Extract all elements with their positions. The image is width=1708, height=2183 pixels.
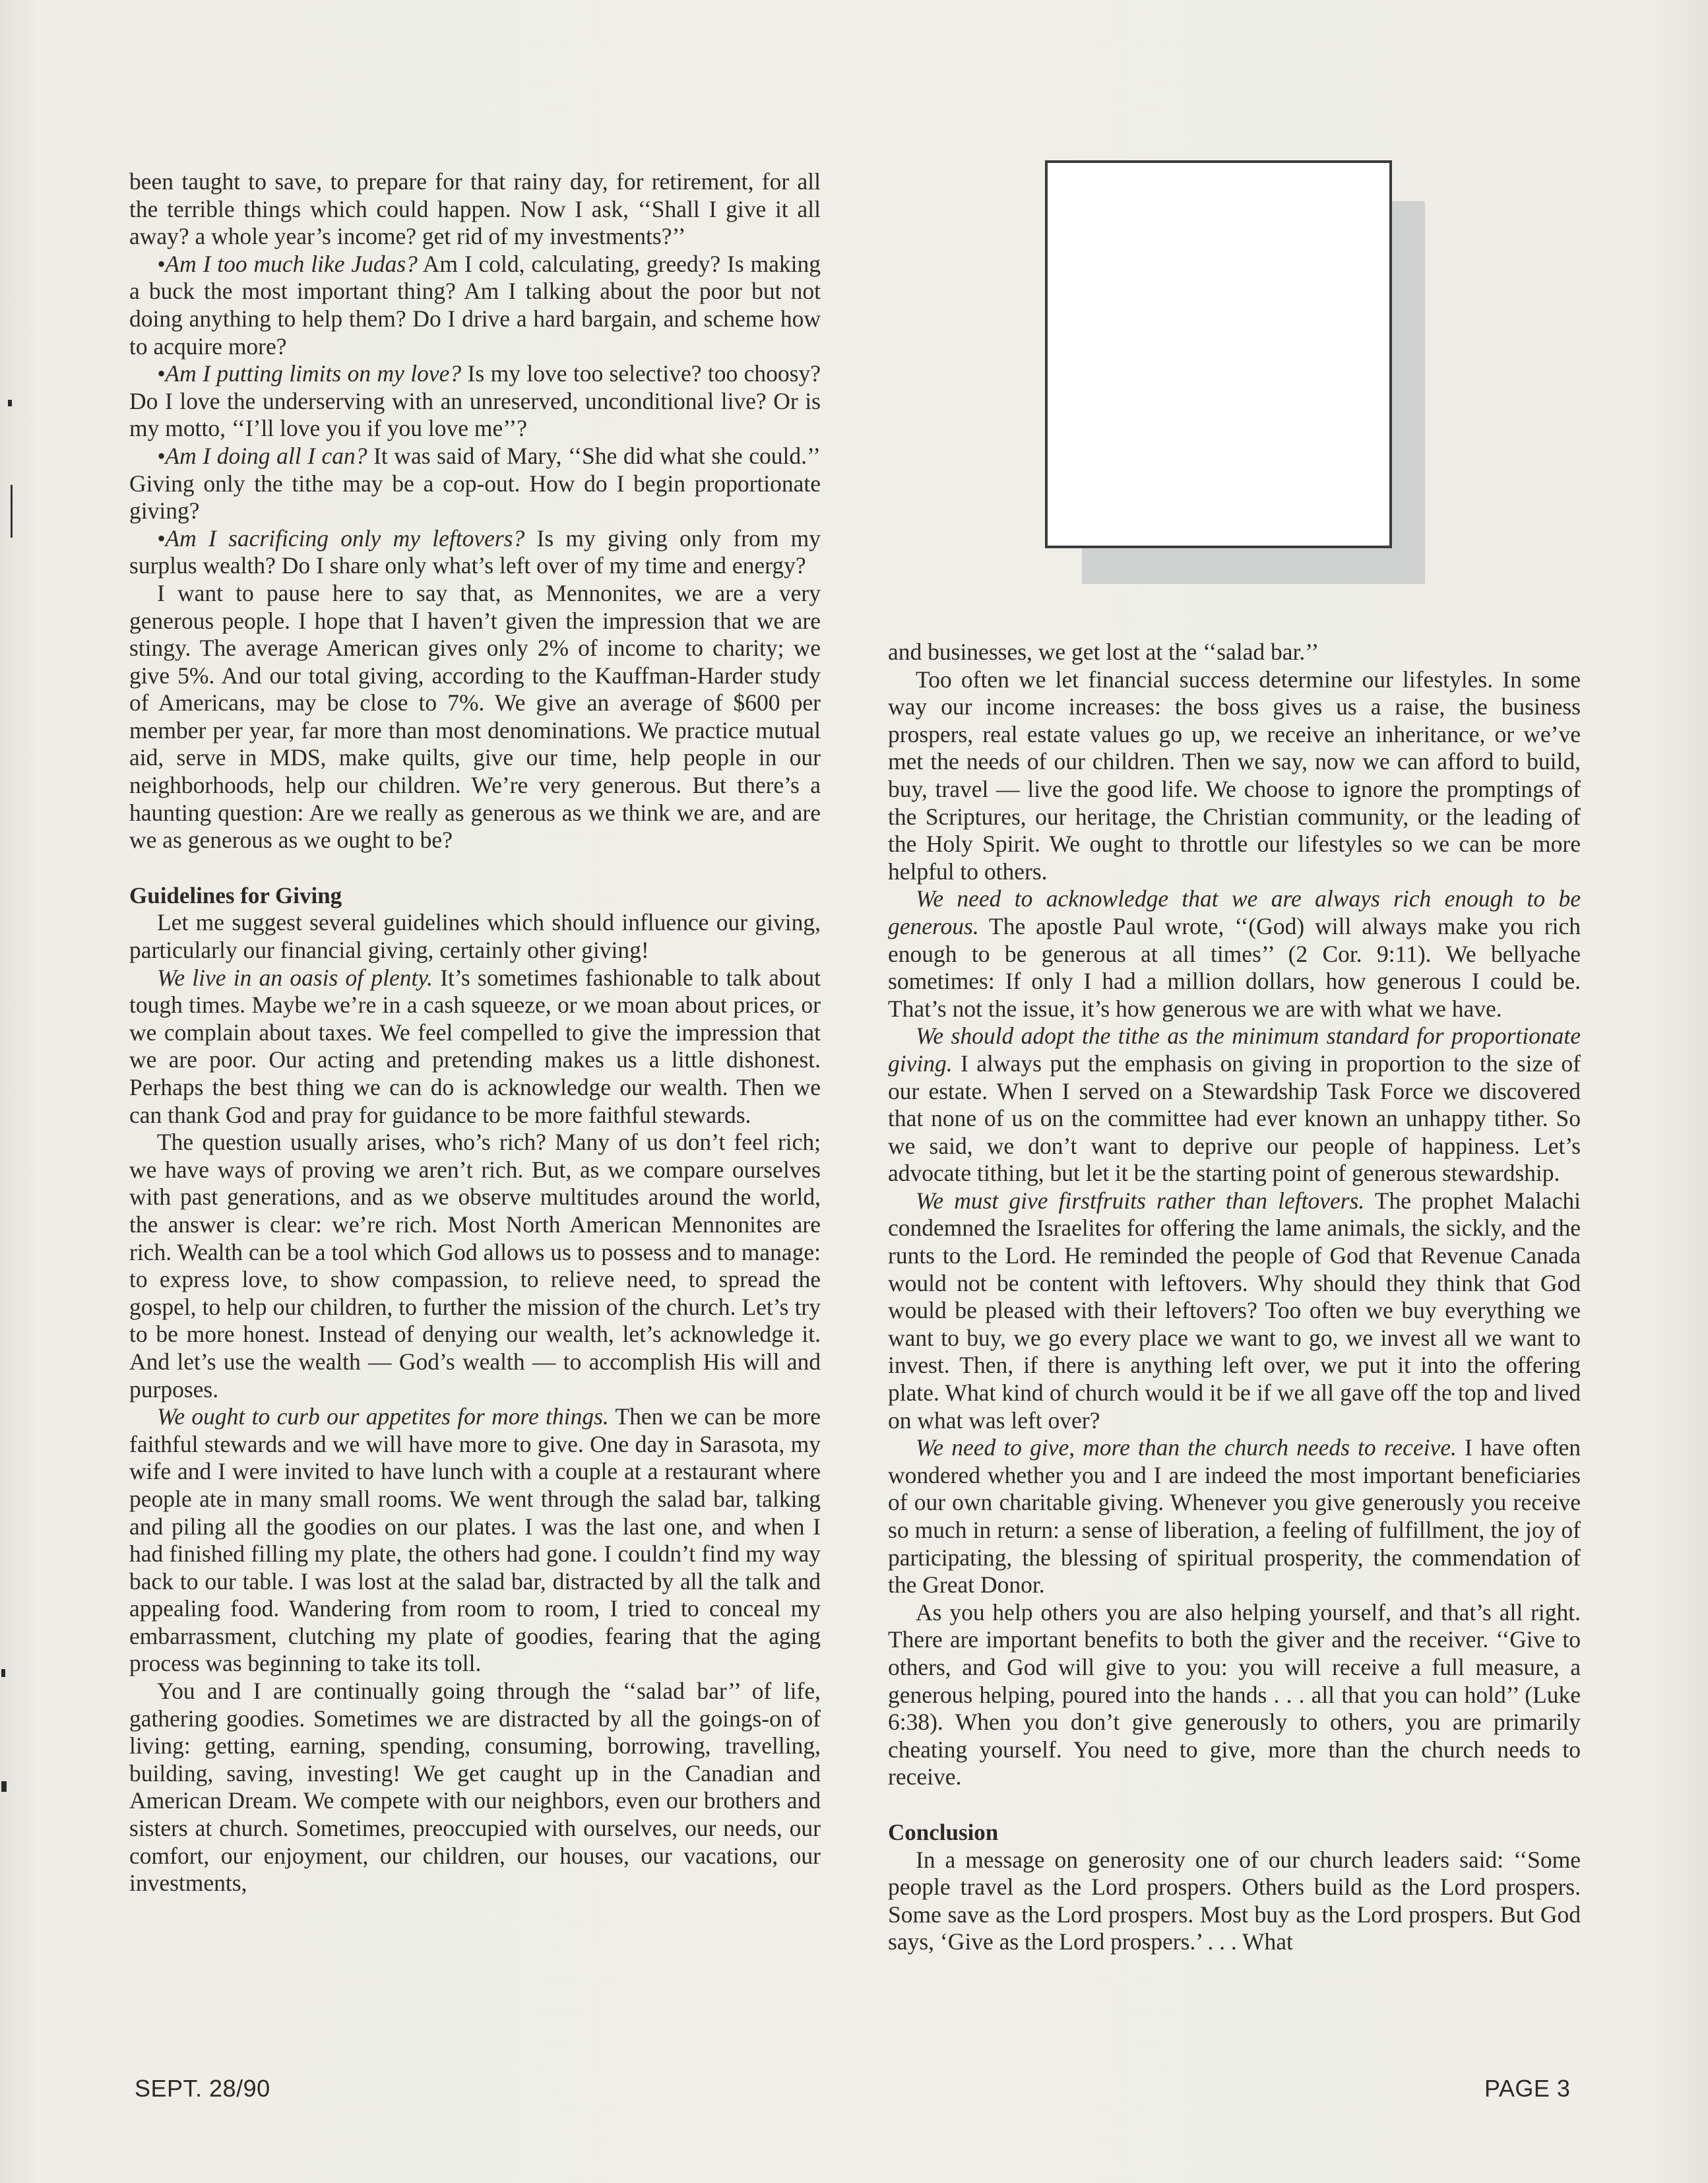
bullet-lead: •Am I doing all I can? (157, 442, 367, 469)
footer-page-number: PAGE 3 (1484, 2075, 1571, 2102)
scan-mark (8, 400, 12, 406)
paragraph: As you help others you are also helping yourself, and that’s all right. There are important benefits to both the giver and the receiver. ‘‘Give to others, and God will give to you: you will receive a full measure, a generous helping, poured into the hands . . . all that you can hold’’ (Luke 6:38). When you don’t give generously to others, you are primarily cheating yourself. You need to give, more than the church needs to receive. (888, 1598, 1581, 1790)
paragraph (888, 1434, 1581, 1599)
scan-mark (5, 485, 13, 538)
guideline-lead: We need to acknowledge that we are always rich enough to be generous. (888, 885, 1581, 939)
paragraph: Too often we let financial success determine our lifestyles. In some way our income increases: the boss gives us a raise, the business prospers, real estate values go up, we receive an inheritance, or we’ve met the needs of our children. Then we say, now we can afford to build, buy, travel — live the good life. We choose to ignore the promptings of the Scriptures, our heritage, the Christian community, or the leading of the Holy Spirit. We ought to throttle our lifestyles so we can be more helpful to others. (888, 666, 1581, 885)
guideline-body: It’s sometimes fashionable to talk about tough times. Maybe we’re in a cash squeeze, or we moan about prices, or we complain about taxes. We feel compelled to give the impression that we are poor. Our acting and pretending makes us a little dishonest. Perhaps the best thing we can do is acknowledge our wealth. Then we can thank God and pray for guidance to be more faithful stewards. (129, 964, 821, 1128)
bullet-body: It was said of Mary, ‘‘She did what she could.’’ Giving only the tithe may be a cop-out. How do I begin proportionate giving? (129, 442, 821, 524)
guideline-body: The prophet Malachi condemned the Israelites for offering the lame animals, the sickly, and the runts to the Lord. He reminded the people of God that Revenue Canada would not be content with leftovers. Why should they think that God would be pleased with their leftovers? Too often we buy everything we want to buy, we go every place we want to go, we invest all we want to invest. Then, if there is anything left over, we put it into the offering plate. What kind of church would it be if we all gave off the top and lived on what was left over? (888, 1187, 1581, 1434)
paragraph (888, 1023, 1581, 1187)
paragraph: You and I are continually going through the ‘‘salad bar’’ of life, gathering goodies. Sometimes we are distracted by all the goings-on of living: getting, earning, spending, consuming, borrowing, travelling, building, saving, investing! We get caught up in the Canadian and American Dream. We compete with our neighbors, even our brothers and sisters at church. Sometimes, preoccupied with ourselves, our needs, our comfort, our enjoyment, our children, our houses, our vacations, our investments, (129, 1678, 821, 1897)
scan-mark (1, 1669, 5, 1677)
guideline-lead: We need to give, more than the church needs to receive. (916, 1434, 1457, 1461)
guideline-lead: We should adopt the tithe as the minimum standard for proportionate giving. (888, 1023, 1581, 1077)
section-heading: Conclusion (888, 1819, 999, 1845)
bullet-judas (129, 251, 821, 360)
bullet-leftovers (129, 525, 821, 580)
scan-mark (1, 1781, 7, 1792)
guideline-lead: We live in an oasis of plenty. (157, 964, 433, 991)
footer-date: SEPT. 28/90 (135, 2075, 270, 2102)
paragraph (129, 965, 821, 1129)
guideline-lead: We ought to curb our appetites for more things. (157, 1403, 609, 1430)
left-column (129, 168, 821, 1897)
guideline-body: The apostle Paul wrote, ‘‘(God) will always make you rich enough to be generous at all times’’ (2 Cor. 9:11). We bellyache sometimes: If only I had a million dollars, how generous I could be. That’s not the issue, it’s how generous we are with what we have. (888, 912, 1581, 1022)
guideline-body: I always put the emphasis on giving in proportion to the size of our estate. When I served on a Stewardship Task Force we discovered that none of us on the committee had ever known an unhappy tither. So we said, we don’t want to deprive our people of happiness. Let’s advocate tithing, but let it be the starting point of generous stewardship. (888, 1050, 1581, 1187)
bullet-body: Is my love too selective? too choosy? Do I love the underserving with an unreserved, unconditional live? Or is my motto, ‘‘I’ll love you if you love me’’? (129, 360, 821, 442)
paragraph: and businesses, we get lost at the ‘‘salad bar.’’ (888, 639, 1319, 665)
paragraph: I want to pause here to say that, as Mennonites, we are a very generous people. I hope that I haven’t given the impression that we are stingy. The average American gives only 2% of income to charity; we give 5%. And our total giving, according to the Kauffman-Harder study of Americans, may be close to 7%. We give an average of $600 per member per year, far more than most denominations. We practice mutual aid, serve in MDS, make quilts, give our time, help people in our neighborhoods, help our children. We’re very generous. But there’s a haunting question: Are we really as generous as we think we are, and are we as generous as we ought to be? (129, 579, 821, 854)
bullet-body: Am I cold, calculating, greedy? Is making a buck the most important thing? Am I talking about the poor but not doing anything to help them? Do I drive a hard bargain, and scheme how to acquire more? (129, 250, 821, 360)
bullet-body: Is my giving only from my surplus wealth? Do I share only what’s left over of my time and energy? (129, 524, 821, 579)
paragraph (888, 1187, 1581, 1434)
bullet-limits (129, 360, 821, 443)
section-heading: Guidelines for Giving (129, 882, 342, 908)
bullet-lead: •Am I too much like Judas? (157, 250, 418, 277)
paragraph: been taught to save, to prepare for that rainy day, for retirement, for all the terrible things which could happen. Now I ask, ‘‘Shall I give it all away? a whole year’s income? get rid of my investments?’’ (129, 168, 821, 250)
paragraph (888, 885, 1581, 1023)
photo-placeholder (1045, 160, 1392, 548)
paragraph (129, 1403, 821, 1678)
bullet-lead: •Am I sacrificing only my leftovers? (157, 524, 525, 552)
bullet-doing (129, 443, 821, 525)
paragraph: The question usually arises, who’s rich? Many of us don’t feel rich; we have ways of proving we aren’t rich. But, as we compare ourselves with past generations, and as we observe multitudes around the world, the answer is clear: we’re rich. Most North American Mennonites are rich. Wealth can be a tool which God allows us to possess and to manage: to express love, to show compassion, to relieve need, to spread the gospel, to help our children, to further the mission of the church. Let’s try to be more honest. Instead of denying our wealth, let’s acknowledge it. And let’s use the wealth — God’s wealth — to accomplish His will and purposes. (129, 1129, 821, 1403)
guideline-body: Then we can be more faithful stewards and we will have more to give. One day in Sarasota, my wife and I were invited to have lunch with a couple at a restaurant where people ate in many small rooms. We went through the salad bar, talking and piling all the goodies on our plates. I was the last one, and when I had finished filling my plate, the others had gone. I couldn’t find my way back to our table. I was lost at the salad bar, distracted by all the talk and appealing food. Wandering from room to room, I tried to conceal my embarrassment, clutching my plate of goodies, fearing that the aging process was beginning to take its toll. (129, 1403, 821, 1677)
guideline-lead: We must give firstfruits rather than leftovers. (916, 1187, 1365, 1214)
right-column (888, 639, 1581, 1956)
bullet-lead: •Am I putting limits on my love? (157, 360, 462, 387)
paragraph: Let me suggest several guidelines which should influence our giving, particularly our financial giving, certainly other giving! (129, 909, 821, 964)
guideline-body: I have often wondered whether you and I are indeed the most important beneficiaries of our own charitable giving. Whenever you give generously you receive so much in return: a sense of liberation, a feeling of fulfillment, the joy of participating, the blessing of spiritual prosperity, the commendation of the Great Donor. (888, 1434, 1581, 1598)
paragraph: In a message on generosity one of our church leaders said: ‘‘Some people travel as the Lord prospers. Others build as the Lord prospers. Some save as the Lord prospers. Most buy as the Lord prospers. But God says, ‘Give as the Lord prospers.’ . . . What (888, 1846, 1581, 1955)
